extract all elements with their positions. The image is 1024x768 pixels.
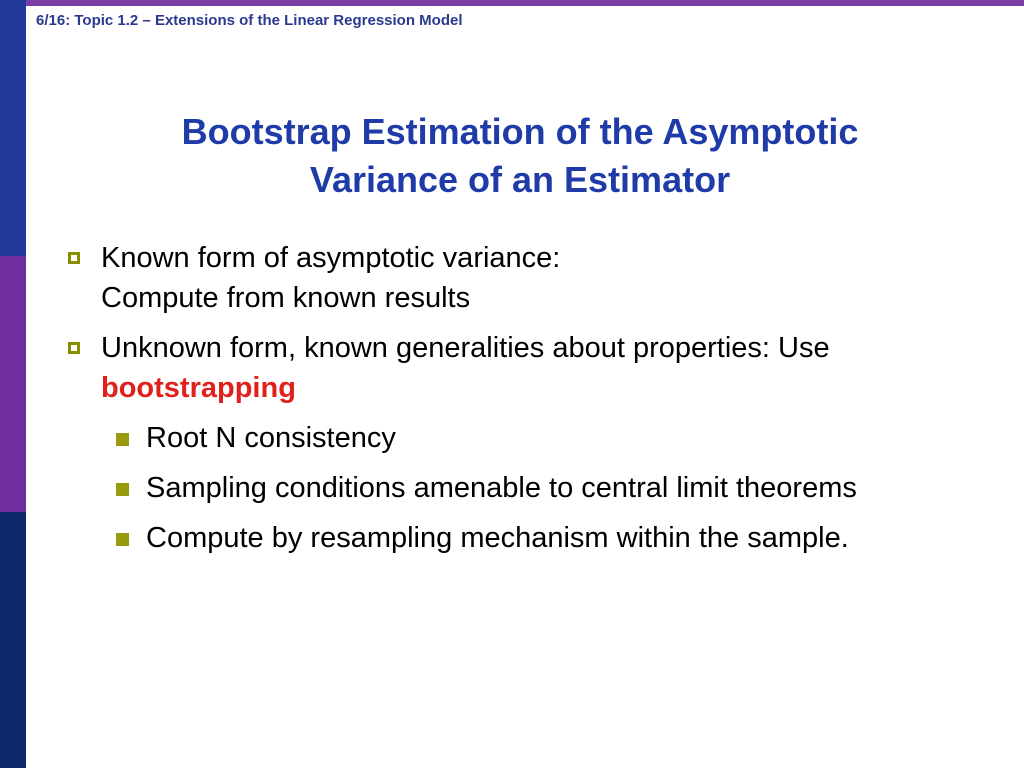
- sidebar-top-band: [0, 0, 26, 256]
- title-line-1: Bootstrap Estimation of the Asymptotic: [181, 111, 859, 152]
- sidebar-middle-band: [0, 256, 26, 512]
- bullet-text: Known form of asymptotic variance:: [101, 242, 561, 274]
- bullet-text-continued: Compute from known results: [101, 282, 471, 314]
- bullet-item: [64, 238, 1014, 318]
- filled-square-bullet-icon: [116, 483, 129, 496]
- bullet-text: Unknown form, known generalities about properties: Use: [101, 332, 830, 364]
- slide-title: [40, 108, 1000, 204]
- bullet-list: [64, 238, 1014, 568]
- sub-bullet-text: Root N consistency: [146, 422, 396, 454]
- sub-bullet-text: Compute by resampling mechanism within the sample.: [146, 522, 849, 554]
- top-accent-bar: [26, 0, 1024, 6]
- sub-bullet-item: [64, 468, 1014, 508]
- bullet-item: [64, 328, 1014, 408]
- sub-bullet-item: [64, 418, 1014, 458]
- hollow-square-bullet-icon: [68, 252, 80, 264]
- sub-bullet-item: [64, 518, 1014, 558]
- filled-square-bullet-icon: [116, 433, 129, 446]
- slide-header: 6/16: Topic 1.2 – Extensions of the Linear Regression Model: [36, 12, 463, 29]
- hollow-square-bullet-icon: [68, 342, 80, 354]
- bullet-highlight-text: bootstrapping: [101, 372, 296, 404]
- sub-bullet-text: Sampling conditions amenable to central limit theorems: [146, 472, 857, 504]
- filled-square-bullet-icon: [116, 533, 129, 546]
- sidebar-bottom-band: [0, 512, 26, 768]
- title-line-2: Variance of an Estimator: [309, 159, 731, 200]
